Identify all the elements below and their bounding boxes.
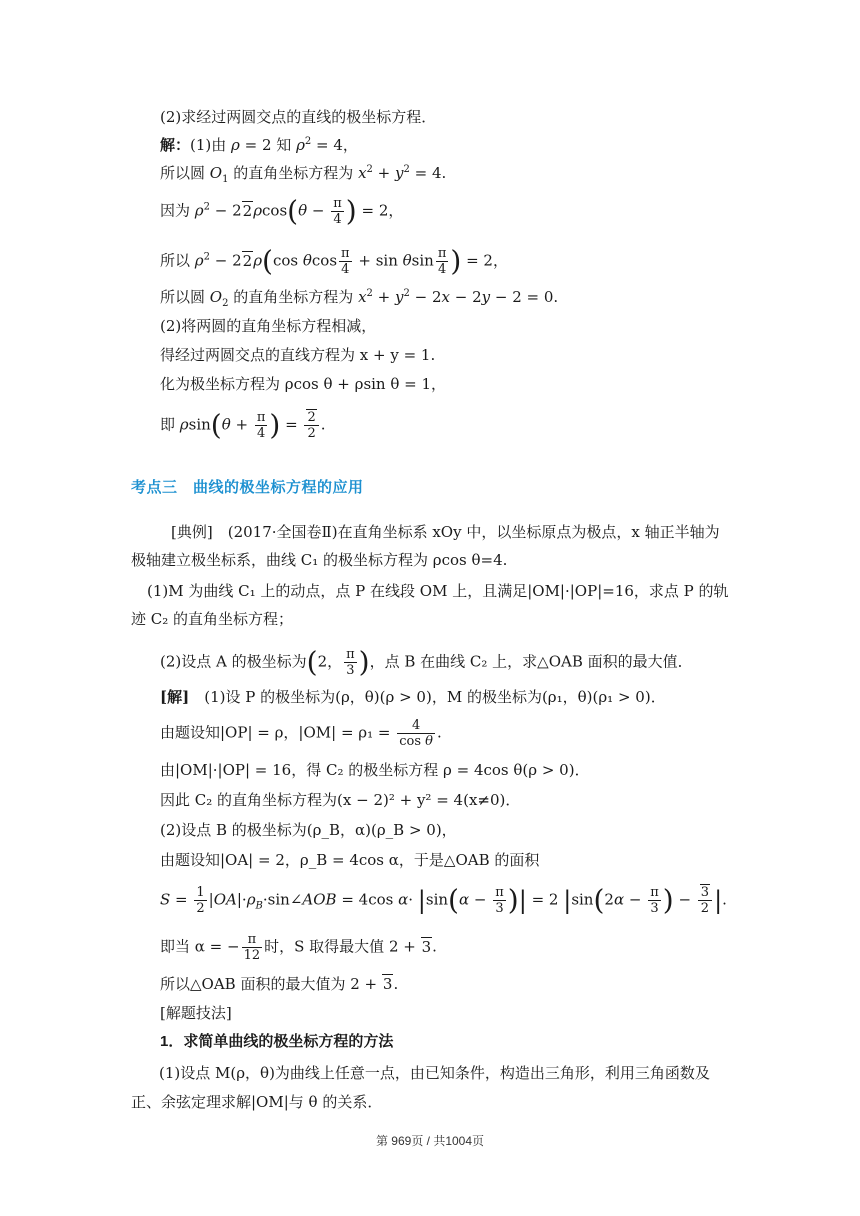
example-question-1: (1)M 为曲线 C₁ 上的动点，点 P 在线段 OM 上，且满足|OM|·|OP|=16，求点 P 的轨迹 C₂ 的直角坐标方程； [131, 582, 729, 628]
page-footer: 第 969页 / 共1004页 [375, 1134, 485, 1148]
answer-line-9-a: 所以△OAB 面积的最大值为 2 + [160, 975, 378, 993]
solution-line-5: 所以圆 $O_2$ 的直角坐标方程为 $x^2 + y^2 - 2x - 2y - 2 = 0$. [160, 288, 559, 309]
method-text: (1)设点 M(ρ，θ)为曲线上任意一点，由已知条件，构造出三角形，利用三角函数及正、余弦定理求解|OM|与 θ 的关系． [131, 1064, 710, 1111]
answer-line-7-formula: S = $\frac{1}{2}$ $|OA|\cdot\rho_B\cdot\sin\angle AOB = 4\cos$ α· |sin(α − $\frac{\pi}{3}$ )| = 2 |sin(2α − $\frac{\pi}{3}$ ) − $\frac{3}{2}$ |. [160, 883, 727, 917]
solution-line-3-text: 因为 [160, 201, 191, 220]
example-paragraph [131, 518, 731, 574]
solution-line-5-text: 所以圆 [160, 288, 206, 306]
method-label: [解题技法] [160, 1004, 232, 1022]
answer-line-4: 因此 C₂ 的直角坐标方程为(x − 2)² + y² = 4(x≠0)． [160, 791, 521, 809]
solution-line-3: 因为 $\rho^2 - 22\rho\cos(\theta$ − $\frac{\pi}{4}$ ) = 2， [160, 194, 404, 228]
answer-line-6: 由题设知|OA| = 2，ρ_B = 4cos α，于是△OAB 的面积 [160, 851, 540, 869]
answer-line-8-b: 时，S 取得最大值 2 + [264, 937, 416, 956]
solution-line-1: 解：(1)由 ρ = 2 知 $\rho^2 = 4$， [160, 136, 358, 154]
answer-line-1-text: (1)设 P 的极坐标为(ρ，θ)(ρ > 0)，M 的极坐标为(ρ₁，θ)(ρ₁ > 0)． [204, 688, 666, 706]
answer-line-9: 所以△OAB 面积的最大值为 2 + 3. [160, 975, 399, 993]
example-question-2-b: ，点 B 在曲线 C₂ 上，求△OAB 面积的最大值． [369, 652, 693, 671]
method-title: 1．求简单曲线的极坐标方程的方法 [160, 1033, 394, 1050]
solution-label: 解： [160, 136, 191, 154]
example-text: (2017·全国卷Ⅱ)在直角坐标系 xOy 中，以坐标原点为极点，x 轴正半轴为极轴建立极坐标系，曲线 C₁ 的极坐标方程为 ρcos θ=4. [131, 523, 720, 569]
answer-line-8: 即当 α = − $\frac{\pi}{12}$ 时，S 取得最大值 2 + 3. [160, 932, 437, 963]
solution-line-7: 得经过两圆交点的直线方程为 x + y = 1. [160, 346, 436, 364]
answer-line-2-text: 由题设知|OP| = ρ，|OM| = ρ₁ = [160, 723, 391, 742]
solution-line-5-rest: 的直角坐标方程为 [233, 288, 354, 306]
solution-line-4-text: 所以 [160, 251, 191, 270]
solution-line-6: (2)将两圆的直角坐标方程相减， [160, 317, 377, 335]
answer-line-3: 由|OM|·|OP| = 16，得 C₂ 的极坐标方程 ρ = 4cos θ(ρ > 0)． [160, 761, 590, 779]
example-label: [典例] [171, 523, 213, 541]
answer-line-1 [160, 685, 666, 709]
answer-line-8-a: 即当 α = − [160, 937, 240, 956]
question-2-line: (2)求经过两圆交点的直线的极坐标方程． [160, 108, 437, 126]
example-question-2-a: (2)设点 A 的极坐标为 [160, 652, 307, 671]
answer-line-2: 由题设知|OP| = ρ，|OM| = ρ₁ = $\frac{4}{\text{cos θ}}$ . [160, 718, 442, 749]
solution-line-2: 所以圆 $O_1$ 的直角坐标方程为 $x^2 + y^2 = 4$. [160, 164, 447, 185]
solution-line-4: 所以 $\rho^2 - 22\rho(\cos$ θcos $\frac{\pi}{4}$ + sin θsin $\frac{\pi}{4}$ ) = 2， [160, 244, 508, 278]
section-heading: 考点三 曲线的极坐标方程的应用 [131, 479, 364, 496]
solution-line-1-text: (1)由 [190, 136, 227, 154]
solution-line-9: 即 ρsin(θ + $\frac{\pi}{4}$ ) = $\frac{2}{2}$ . [160, 408, 326, 442]
solution-line-8: 化为极坐标方程为 ρcos θ + ρsin θ = 1， [160, 375, 447, 393]
solution-line-2-text: 所以圆 [160, 164, 206, 182]
answer-label: [解] [160, 688, 190, 706]
solution-line-9-text: 即 [160, 415, 176, 434]
example-question-2: (2)设点 A 的极坐标为(2， $\frac{\pi}{3}$ )，点 B 在曲线 C₂ 上，求△OAB 面积的最大值． [160, 645, 693, 679]
solution-line-2-rest: 的直角坐标方程为 [233, 164, 354, 182]
answer-line-5: (2)设点 B 的极坐标为(ρ_B，α)(ρ_B > 0)， [160, 821, 457, 839]
